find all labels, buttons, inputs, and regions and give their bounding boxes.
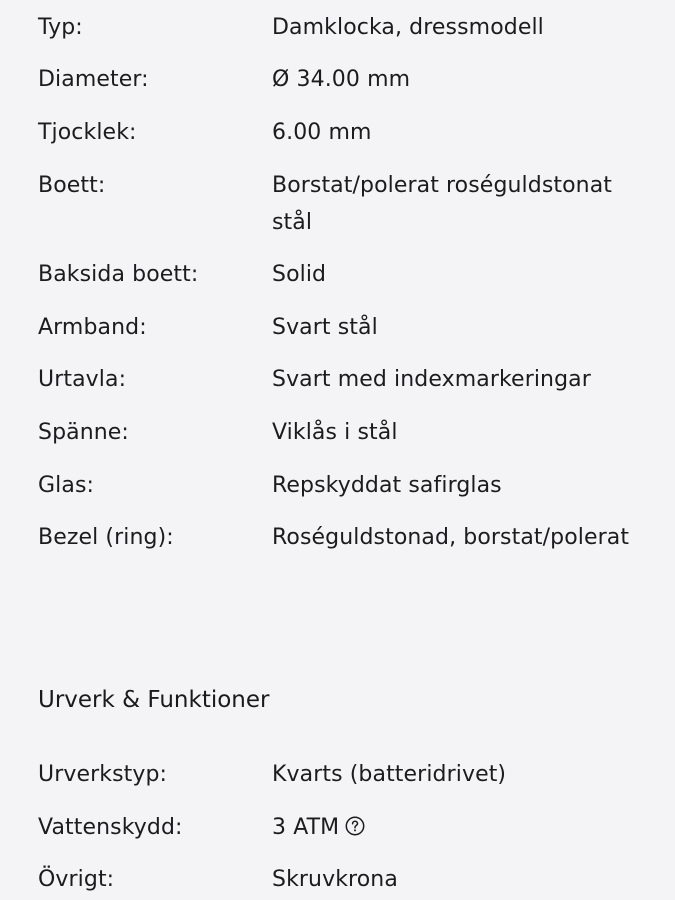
spec-label: Övrigt: xyxy=(38,867,115,892)
spec-label: Spänne: xyxy=(38,420,129,445)
spec-label: Diameter: xyxy=(38,67,149,92)
spec-value: Damklocka, dressmodell xyxy=(272,15,544,40)
water-resistance-value: 3 ATM xyxy=(272,815,340,840)
spec-value: 6.00 mm xyxy=(272,120,372,145)
spec-label: Typ: xyxy=(38,15,83,40)
spec-value: Skruvkrona xyxy=(272,867,398,892)
spec-value: Svart stål xyxy=(272,315,378,340)
spec-label: Urtavla: xyxy=(38,367,127,392)
spec-value: Svart med indexmarkeringar xyxy=(272,367,591,392)
spec-label: Armband: xyxy=(38,315,147,340)
spec-value: Viklås i stål xyxy=(272,420,398,445)
spec-value: Solid xyxy=(272,262,327,287)
section-heading-movement: Urverk & Funktioner xyxy=(38,687,270,713)
spec-value: Roséguldstonad, borstat/polerat xyxy=(272,525,630,550)
spec-label: Boett: xyxy=(38,173,106,198)
spec-label: Tjocklek: xyxy=(38,120,137,145)
spec-value: Kvarts (batteridrivet) xyxy=(272,762,507,787)
spec-label: Glas: xyxy=(38,473,95,498)
spec-value: Borstat/polerat roséguldstonat stål xyxy=(272,173,613,235)
spec-label: Baksida boett: xyxy=(38,262,199,287)
question-circle-icon[interactable] xyxy=(345,816,365,836)
spec-value: Ø 34.00 mm xyxy=(272,67,411,92)
spec-label: Vattenskydd: xyxy=(38,815,183,840)
spec-value-with-icon xyxy=(272,809,652,846)
spec-label: Bezel (ring): xyxy=(38,525,174,550)
spec-label: Urverkstyp: xyxy=(38,762,168,787)
spec-value: Repskyddat safirglas xyxy=(272,473,502,498)
